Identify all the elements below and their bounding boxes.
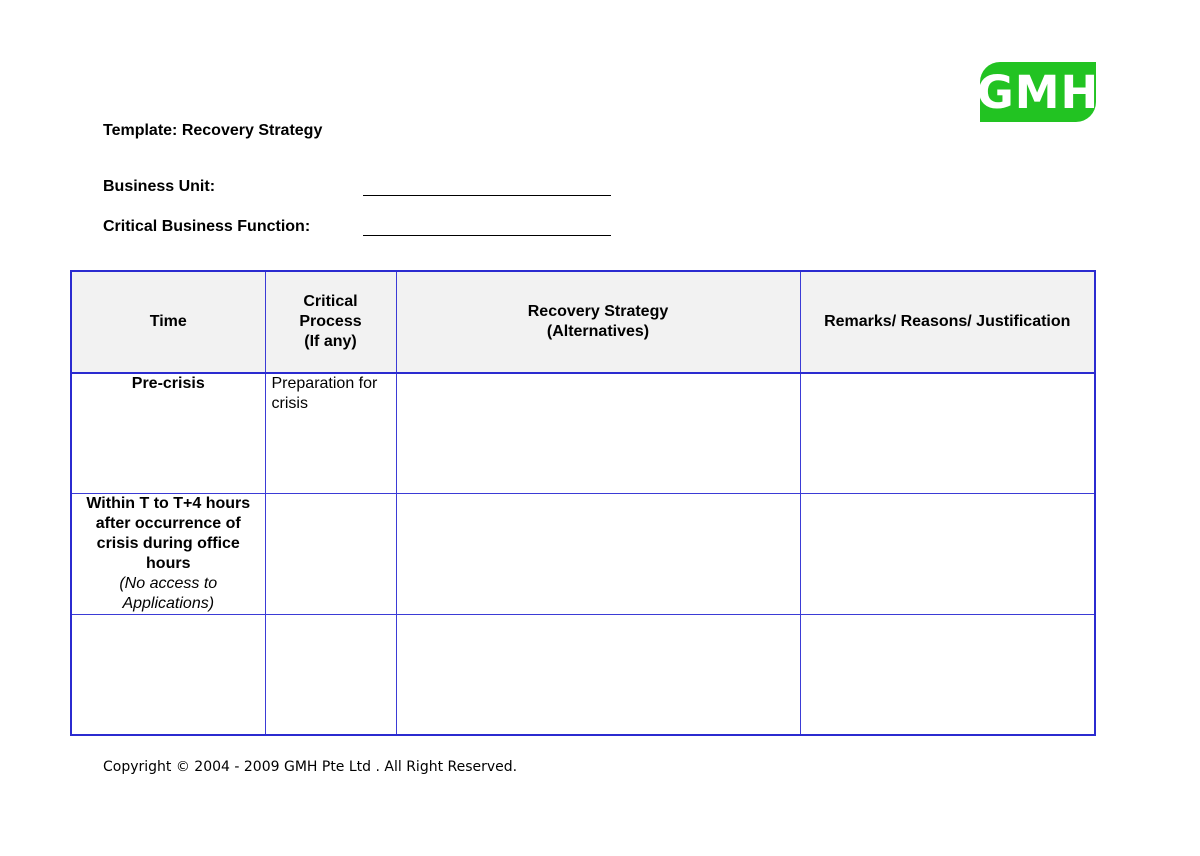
cell-time[interactable] <box>71 494 265 615</box>
cell-remarks[interactable] <box>800 615 1095 736</box>
gmh-logo <box>976 62 1100 122</box>
cell-process[interactable] <box>265 615 396 736</box>
header-time: Time <box>71 271 265 373</box>
cell-time[interactable] <box>71 373 265 494</box>
copyright-notice: Copyright © 2004 - 2009 GMH Pte Ltd . All Right Reserved. <box>103 759 518 775</box>
cell-time[interactable] <box>71 615 265 736</box>
header-remarks: Remarks/ Reasons/ Justification <box>800 271 1095 373</box>
table-row <box>71 494 1095 615</box>
time-text: Within T to T+4 hours after occurrence of crisis during office hours <box>86 495 251 572</box>
page-title: Template: Recovery Strategy <box>103 122 323 139</box>
critical-function-field[interactable] <box>363 235 611 236</box>
cell-remarks[interactable] <box>800 373 1095 494</box>
business-unit-field[interactable] <box>363 195 611 196</box>
cell-process[interactable]: Preparation for crisis <box>265 373 396 494</box>
cell-strategy[interactable] <box>396 373 800 494</box>
cell-strategy[interactable] <box>396 494 800 615</box>
time-text: Pre-crisis <box>131 375 205 392</box>
critical-function-label: Critical Business Function: <box>103 218 311 235</box>
business-unit-label: Business Unit: <box>103 178 216 195</box>
cell-process[interactable] <box>265 494 396 615</box>
cell-remarks[interactable] <box>800 494 1095 615</box>
table-row <box>71 373 1095 494</box>
table-row <box>71 615 1095 736</box>
table-header-row <box>71 271 1095 373</box>
cell-strategy[interactable] <box>396 615 800 736</box>
logo-text: GMH <box>976 65 1100 119</box>
time-note: (No access to Applications) <box>119 575 218 612</box>
recovery-strategy-table <box>70 270 1096 736</box>
header-recovery-strategy: Recovery Strategy (Alternatives) <box>396 271 800 373</box>
header-critical-process: Critical Process (If any) <box>265 271 396 373</box>
